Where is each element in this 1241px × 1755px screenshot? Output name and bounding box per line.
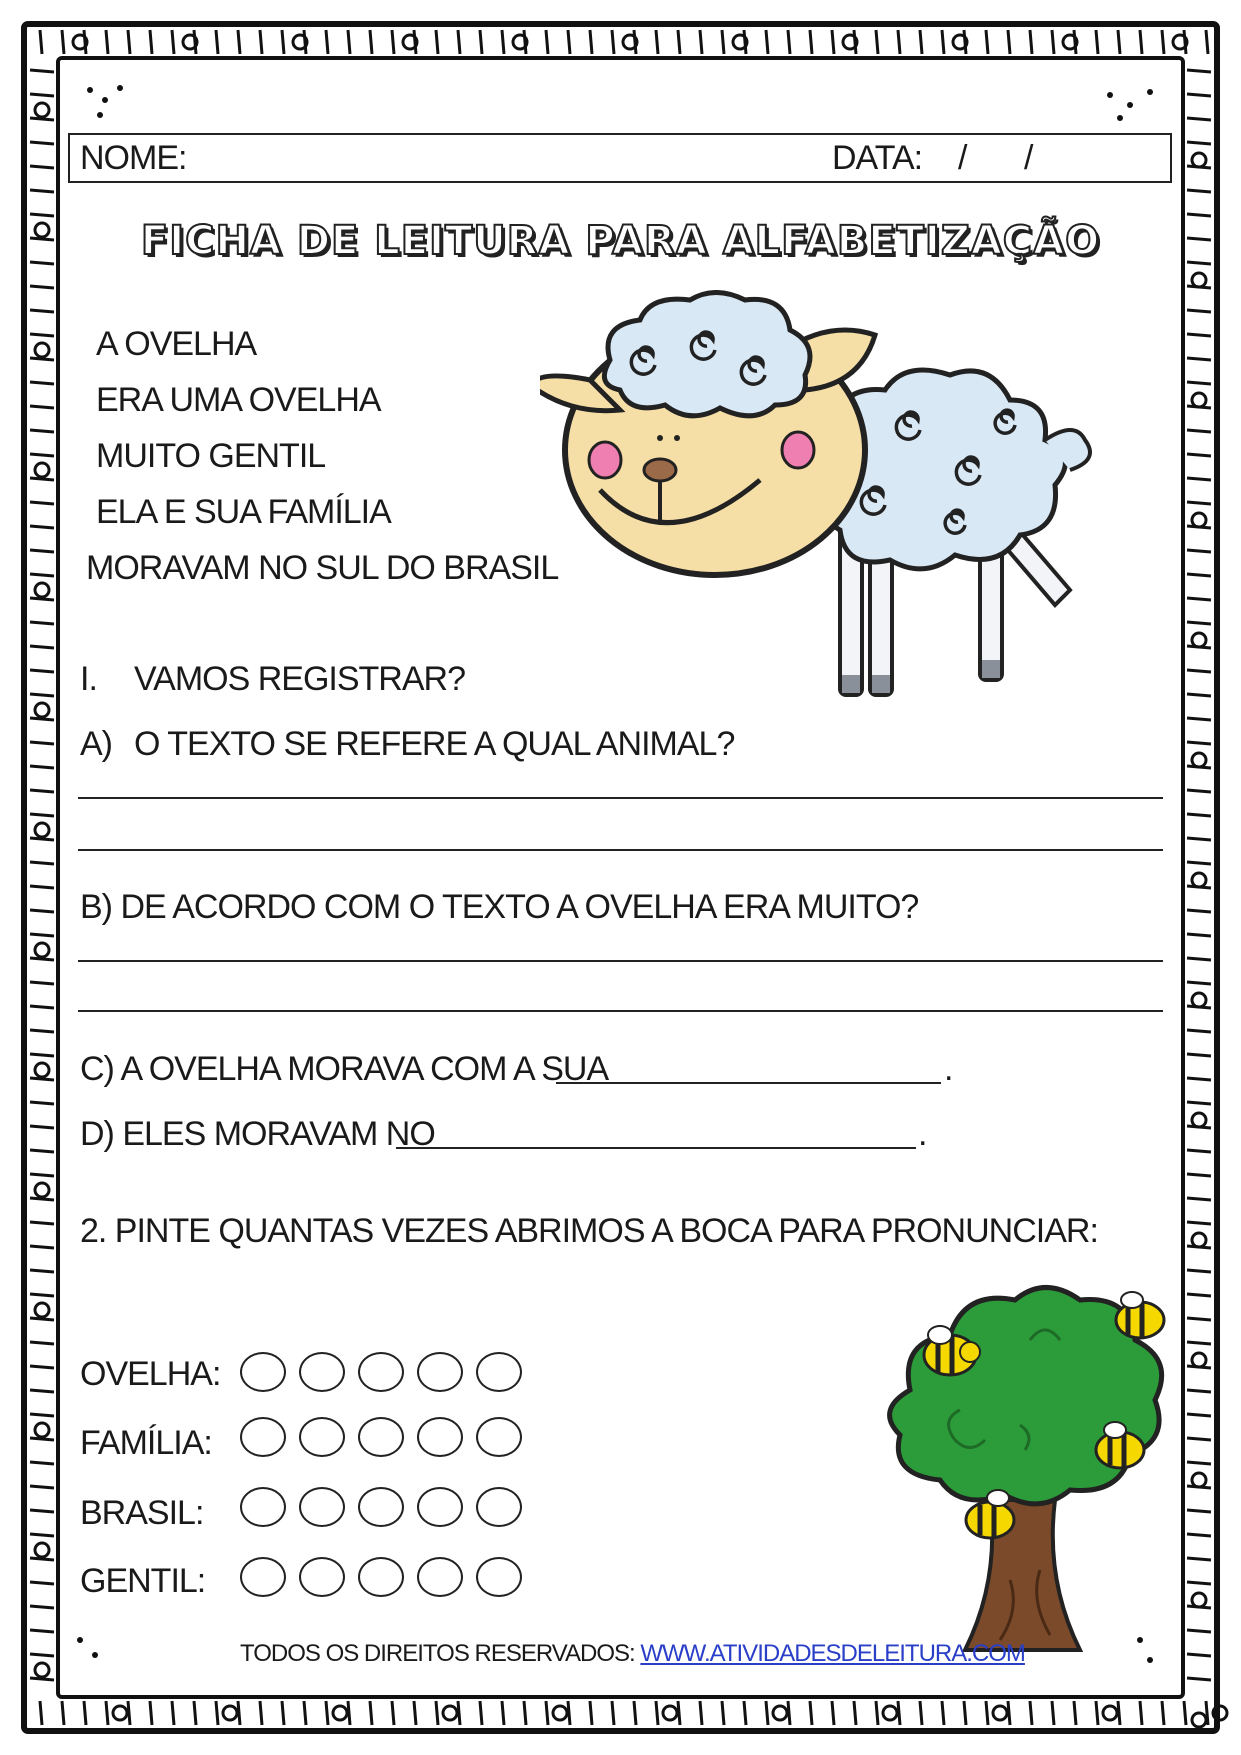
syllable-circle[interactable] [299, 1352, 345, 1392]
footer-link[interactable]: WWW.ATIVIDADESDELEITURA.COM [640, 1640, 1025, 1667]
question-d-end: . [918, 1115, 927, 1153]
syllable-circle[interactable] [240, 1487, 286, 1527]
bee-icon [1116, 1292, 1164, 1338]
answer-blank[interactable] [556, 1082, 941, 1084]
syllable-circle[interactable] [417, 1487, 463, 1527]
word-label: FAMÍLIA: [80, 1424, 212, 1462]
syllable-circle[interactable] [417, 1352, 463, 1392]
syllable-circle[interactable] [476, 1557, 522, 1597]
syllable-circle[interactable] [240, 1352, 286, 1392]
date-separator: / [1024, 139, 1033, 177]
section-heading: VAMOS REGISTRAR? [134, 660, 465, 698]
poem-line: A OVELHA [96, 325, 257, 363]
answer-line[interactable] [78, 797, 1163, 799]
poem-line: ERA UMA OVELHA [96, 381, 381, 419]
word-label: OVELHA: [80, 1355, 221, 1393]
syllable-circle[interactable] [299, 1557, 345, 1597]
question-c-end: . [944, 1050, 953, 1088]
question-a-text: O TEXTO SE REFERE A QUAL ANIMAL? [134, 725, 735, 763]
syllable-circle[interactable] [358, 1417, 404, 1457]
syllable-circle[interactable] [417, 1417, 463, 1457]
syllable-circle[interactable] [476, 1487, 522, 1527]
syllable-circle[interactable] [358, 1352, 404, 1392]
page-title: FICHA DE LEITURA PARA ALFABETIZAÇÃO [140, 218, 1101, 264]
answer-line[interactable] [78, 849, 1163, 851]
question-a-letter: A) [80, 725, 112, 763]
syllable-circle[interactable] [299, 1417, 345, 1457]
answer-blank[interactable] [396, 1147, 916, 1149]
poem-line: MORAVAM NO SUL DO BRASIL [86, 549, 559, 587]
name-label: NOME: [80, 139, 187, 177]
date-label: DATA: [832, 139, 923, 177]
word-label: GENTIL: [80, 1562, 206, 1600]
syllable-circle[interactable] [476, 1417, 522, 1457]
syllable-circle[interactable] [476, 1352, 522, 1392]
poem-line: ELA E SUA FAMÍLIA [96, 493, 391, 531]
section2-heading: 2. PINTE QUANTAS VEZES ABRIMOS A BOCA PARA PRONUNCIAR: [80, 1212, 1098, 1250]
syllable-circle[interactable] [358, 1557, 404, 1597]
sheep-illustration [540, 290, 1100, 720]
answer-line[interactable] [78, 960, 1163, 962]
syllable-circle[interactable] [299, 1487, 345, 1527]
syllable-circle[interactable] [240, 1557, 286, 1597]
answer-line[interactable] [78, 1010, 1163, 1012]
footer [240, 1640, 1025, 1668]
tree-with-bees-illustration [870, 1280, 1180, 1680]
question-d-text: D) ELES MORAVAM NO [80, 1115, 435, 1153]
date-separator: / [958, 139, 967, 177]
syllable-circle[interactable] [240, 1417, 286, 1457]
syllable-circle[interactable] [417, 1557, 463, 1597]
footer-rights: TODOS OS DIREITOS RESERVADOS: [240, 1640, 635, 1667]
section-number: I. [80, 660, 97, 698]
question-b-text: B) DE ACORDO COM O TEXTO A OVELHA ERA MUITO? [80, 888, 919, 926]
word-label: BRASIL: [80, 1494, 204, 1532]
poem-line: MUITO GENTIL [96, 437, 326, 475]
question-c-text: C) A OVELHA MORAVA COM A SUA [80, 1050, 609, 1088]
syllable-circle[interactable] [358, 1487, 404, 1527]
name-date-box[interactable] [68, 133, 1172, 183]
